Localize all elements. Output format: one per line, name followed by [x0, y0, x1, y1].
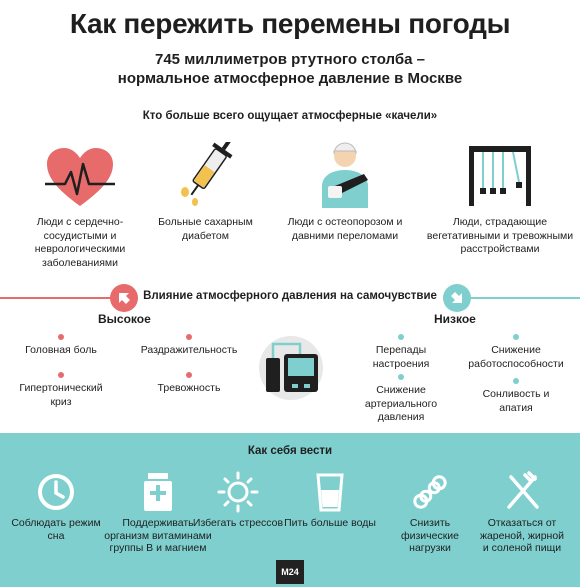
effect-item: [20, 334, 102, 358]
tip-label: Снизить физические нагрузки: [400, 517, 460, 554]
effect-label: Раздражительность: [140, 344, 238, 356]
group-osteoporosis: [270, 140, 420, 243]
tip-food: [476, 470, 568, 555]
subtitle: [0, 50, 580, 88]
sun-icon: [192, 470, 284, 514]
group-diabetes: [138, 140, 273, 243]
high-label: Высокое: [98, 312, 151, 326]
syringe-icon: [138, 140, 273, 208]
bullet-dot: [186, 372, 192, 378]
effect-label: Перепады настроения: [372, 344, 430, 370]
tips-title: Как себя вести: [247, 445, 333, 457]
group-label: Люди с сердечно-сосудистыми и неврологическими заболеваниями: [34, 216, 126, 269]
tip-exercise: [384, 470, 476, 555]
group-label: Люди, страдающие вегетативными и тревожными расстройствами: [426, 216, 574, 255]
bullet-dot: [398, 374, 404, 380]
group-heart-patients: [10, 140, 150, 270]
bullet-dot: [186, 334, 192, 340]
tip-water: [284, 470, 376, 530]
effect-item: [130, 334, 248, 358]
dumbbell-icon: [384, 470, 476, 514]
effect-item: [356, 374, 446, 425]
arrow-down-icon: [443, 284, 471, 312]
tip-stress: [192, 470, 284, 530]
barometer-device-icon: [258, 330, 324, 400]
newtons-cradle-icon: [420, 140, 580, 208]
effect-label: Сонливость и апатия: [482, 388, 550, 414]
bullet-dot: [513, 334, 519, 340]
fork-knife-crossed-icon: [476, 470, 568, 514]
influence-title: Влияние атмосферного давления на самочувствие: [143, 290, 437, 302]
effect-label: Головная боль: [25, 344, 97, 356]
water-glass-icon: [284, 470, 376, 514]
groups-title: Кто больше всего ощущает атмосферные «качели»: [142, 110, 438, 122]
effect-label: Гипертонический криз: [19, 382, 103, 408]
effect-label: Снижение артериального давления: [364, 384, 438, 423]
low-label: Низкое: [434, 312, 476, 326]
arrow-up-icon: [110, 284, 138, 312]
tip-label: Соблюдать режим сна: [11, 517, 101, 542]
tip-label: Поддерживать организм витаминами группы В и магнием: [104, 517, 212, 554]
bullet-dot: [513, 378, 519, 384]
tip-label: Отказаться от жареной, жирной и соленой пищи: [479, 517, 565, 554]
injured-person-icon: [270, 140, 420, 208]
effect-item: [468, 378, 564, 415]
heart-pulse-icon: [10, 140, 150, 208]
high-pressure-line: [0, 297, 112, 299]
group-anxiety: [420, 140, 580, 257]
tip-label: Пить больше воды: [284, 517, 376, 529]
m24-logo: M24: [276, 560, 304, 584]
low-pressure-line: [467, 297, 580, 299]
effect-label: Тревожность: [157, 382, 221, 394]
bullet-dot: [58, 372, 64, 378]
tip-label: Избегать стрессов: [192, 517, 284, 529]
bullet-dot: [398, 334, 404, 340]
effect-label: Снижение работоспособности: [468, 344, 564, 370]
effect-item: [14, 372, 108, 409]
effect-item: [455, 334, 577, 371]
tip-sleep: [10, 470, 102, 542]
subtitle-line-1: 745 миллиметров ртутного столба –: [155, 51, 425, 68]
bullet-dot: [58, 334, 64, 340]
group-label: Больные сахарным диабетом: [158, 216, 253, 242]
clock-icon: [10, 470, 102, 514]
page-title: Как пережить перемены погоды: [69, 8, 511, 39]
effect-item: [140, 372, 238, 396]
effect-item: [355, 334, 447, 371]
group-label: Люди с остеопорозом и давними переломами: [287, 216, 403, 242]
subtitle-line-2: нормальное атмосферное давление в Москве: [117, 70, 463, 87]
